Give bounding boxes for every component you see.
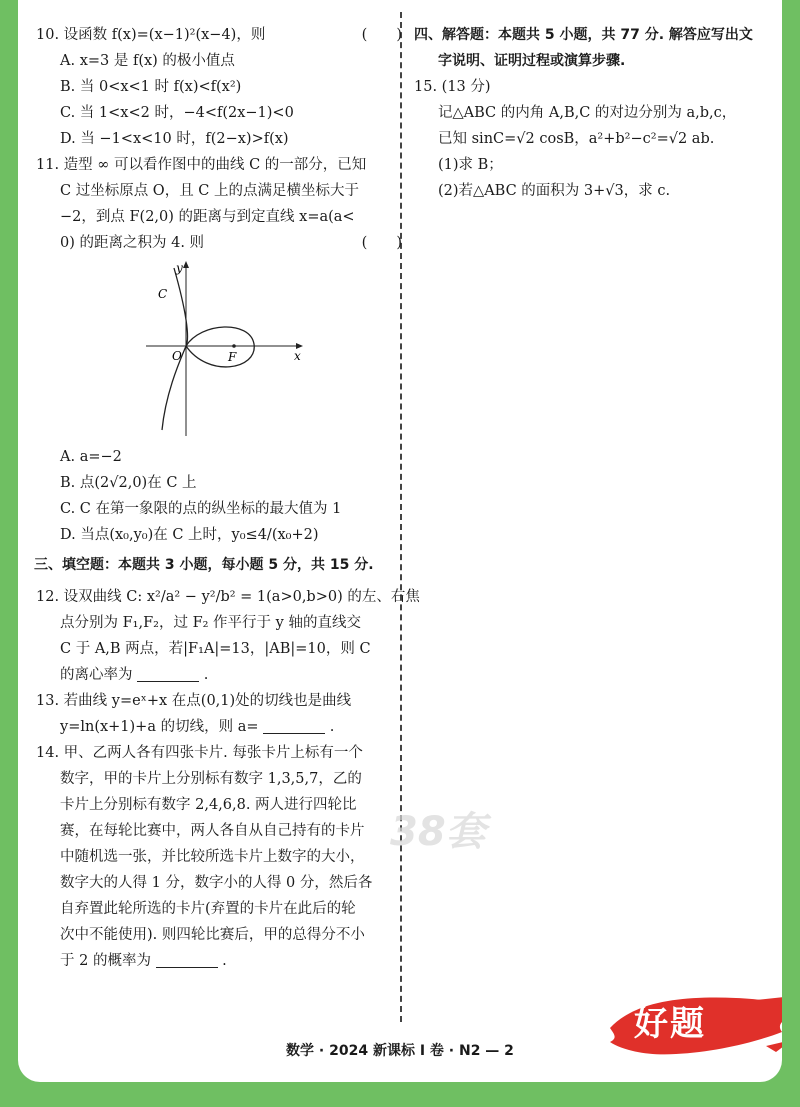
right-column [414, 22, 774, 204]
q11-line-4 [36, 230, 408, 256]
q13-line-2 [36, 714, 408, 740]
q14-line-5: 中随机选一张，并比较所选卡片上数字的大小， [60, 849, 365, 865]
q10-answer-paren: ( ) [361, 27, 402, 43]
q14-line-1: 14. 甲、乙两人各有四张卡片. 每张卡片上标有一个 [36, 745, 363, 761]
q14-line-9 [36, 948, 408, 974]
q14-line-2: 数字，甲的卡片上分别标有数字 1,3,5,7，乙的 [60, 771, 362, 787]
q12-line-3: C 于 A,B 两点，若|F₁A|=13，|AB|=10，则 C [60, 641, 371, 657]
q10-option-c: C. 当 1<x<2 时，−4<f(2x−1)<0 [60, 105, 294, 121]
q13-line-2-end: . [329, 719, 335, 735]
q11-answer-paren: ( ) [361, 235, 402, 251]
exam-page [18, 0, 782, 1082]
q13-line-2-text: y=ln(x+1)+a 的切线，则 a= [60, 719, 259, 735]
origin-label: O [172, 349, 182, 363]
q13-line-1: 13. 若曲线 y=eˣ+x 在点(0,1)处的切线也是曲线 [36, 693, 352, 709]
q10-option-a: A. x=3 是 f(x) 的极小值点 [60, 53, 235, 69]
q14-line-3: 卡片上分别标有数字 2,4,6,8. 两人进行四轮比 [60, 797, 357, 813]
q10-stem-text: 10. 设函数 f(x)=(x−1)²(x−4)，则 [36, 27, 266, 43]
q11-line-3: −2，到点 F(2,0) 的距离与到定直线 x=a(a< [60, 209, 355, 225]
section-4-heading-line-1: 四、解答题：本题共 5 小题，共 77 分. 解答应写出文 [414, 27, 753, 43]
q11-option-c: C. C 在第一象限的点的纵坐标的最大值为 1 [60, 501, 342, 517]
stamp-text: 好题 [634, 1004, 706, 1044]
q14-line-9-end: . [222, 953, 227, 969]
q12-line-4-text: 的离心率为 [60, 667, 133, 683]
q12-line-4 [36, 662, 408, 688]
q15-line-1: 记△ABC 的内角 A,B,C 的对边分别为 a,b,c， [438, 105, 737, 121]
watermark-logo: 38套 [390, 809, 486, 855]
q11-line-2: C 过坐标原点 O，且 C 上的点满足横坐标大于 [60, 183, 360, 199]
q12-answer-blank [137, 666, 199, 682]
curve-label-c: C [158, 287, 168, 301]
y-axis-arrow [183, 261, 189, 268]
section-4-heading-line-2: 字说明、证明过程或演算步骤. [438, 53, 626, 69]
q10-option-d: D. 当 −1<x<10 时，f(2−x)>f(x) [60, 131, 289, 147]
q10-stem [36, 22, 408, 48]
q12-line-4-end: . [203, 667, 209, 683]
q14-line-8: 次中不能使用). 则四轮比赛后，甲的总得分不小 [60, 927, 365, 943]
q14-line-6: 数字大的人得 1 分，数字小的人得 0 分，然后各 [60, 875, 373, 891]
q11-option-d: D. 当点(x₀,y₀)在 C 上时，y₀≤4/(x₀+2) [60, 527, 319, 543]
left-column [34, 22, 420, 974]
q14-answer-blank [156, 952, 218, 968]
q13-answer-blank [263, 718, 325, 734]
y-axis-label: y [176, 261, 183, 275]
x-axis-label: x [294, 349, 301, 363]
section-3-heading: 三、填空题：本题共 3 小题，每小题 5 分，共 15 分. [34, 557, 374, 573]
q11-line-1: 11. 造型 ∞ 可以看作图中的曲线 C 的一部分，已知 [36, 157, 367, 173]
q10-option-b: B. 当 0<x<1 时 f(x)<f(x²) [60, 79, 242, 95]
q14-line-9-text: 于 2 的概率为 [60, 953, 151, 969]
q11-curve-graph [146, 260, 306, 440]
q11-line-4-text: 0) 的距离之积为 4. 则 [60, 235, 205, 251]
q15-part-2: (2)若△ABC 的面积为 3+√3，求 c. [438, 183, 671, 199]
good-question-stamp [606, 990, 782, 1060]
focus-label-f: F [228, 350, 237, 364]
page-footer: 数学 · 2024 新课标 Ⅰ 卷 · N2 — 2 [286, 1043, 514, 1059]
focus-point-f [232, 344, 236, 348]
curve-loop [186, 327, 254, 367]
q14-line-7: 自弃置此轮所选的卡片(弃置的卡片在此后的轮 [60, 901, 356, 917]
q11-option-a: A. a=−2 [60, 449, 122, 465]
q11-option-b: B. 点(2√2,0)在 C 上 [60, 475, 197, 491]
q15-header: 15. (13 分) [414, 79, 491, 95]
q12-line-1: 12. 设双曲线 C: x²/a² − y²/b² = 1(a>0,b>0) 的左、右焦 [36, 589, 420, 605]
q11-graph-svg [146, 260, 306, 440]
q14-line-4: 赛，在每轮比赛中，两人各自从自己持有的卡片 [60, 823, 365, 839]
q15-line-2: 已知 sinC=√2 cosB，a²+b²−c²=√2 ab. [438, 131, 715, 147]
q15-part-1: (1)求 B； [438, 157, 503, 173]
q12-line-2: 点分别为 F₁,F₂，过 F₂ 作平行于 y 轴的直线交 [60, 615, 361, 631]
